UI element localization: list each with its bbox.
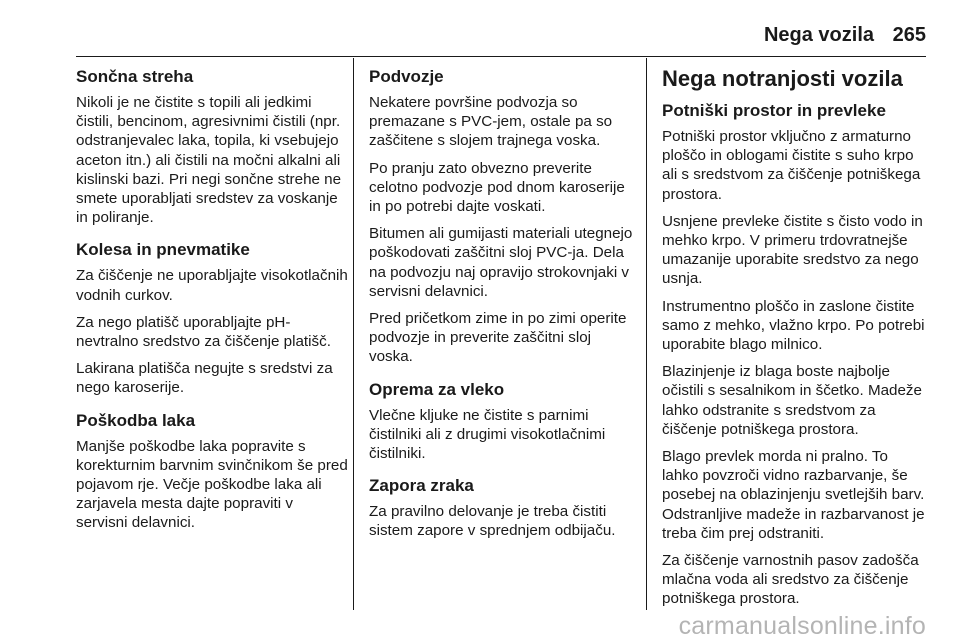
section-heading: Poškodba laka: [76, 410, 196, 430]
section-kolesa: [76, 239, 348, 397]
section-heading: Kolesa in pnevmatike: [76, 240, 250, 260]
paragraph: Bitumen ali gumijasti materiali utegnejo poškodovati zaščitni sloj PVC-ja. Dela na podvozju naj opravijo strokovnjaki v servisni delavnici.: [369, 225, 633, 300]
paragraph: Za pravilno delovanje je treba čistiti sistem zapore v sprednjem odbijaču.: [369, 503, 616, 540]
column-3: [662, 66, 928, 617]
page-number: 265: [892, 24, 926, 46]
header-rule: [76, 56, 926, 57]
paragraph: Za čiščenje varnostnih pasov zadošča mlačna voda ali sredstvo za čiščenje potniškega prostora.: [662, 552, 919, 608]
paragraph: Usnjene prevleke čistite s čisto vodo in mehko krpo. V primeru trdovratnejše umazanije uporabite sredstvo za nego usnja.: [662, 212, 923, 288]
section-poskodba-laka: [76, 410, 348, 533]
section-heading: Podvozje: [369, 67, 444, 86]
paragraph: Nekatere površine podvozja so premazane s PVC-jem, ostale pa so zaščitene s slojem trajnega voska.: [369, 94, 613, 150]
column-divider: [353, 58, 354, 610]
section-sonchna-streha: [76, 66, 348, 227]
paragraph: Vlečne kljuke ne čistite s parnimi čistilniki ali z drugimi visokotlačnimi čistilniki.: [369, 406, 606, 463]
section-zapora-zraka: [369, 475, 637, 540]
page-header: [0, 24, 960, 60]
chapter-title: Nega notranjosti vozila: [662, 66, 903, 91]
section-heading: Sončna streha: [76, 67, 194, 86]
column-1: [76, 66, 348, 545]
paragraph: Blago prevlek morda ni pralno. To lahko povzroči vidno razbarvanje, še posebej na oblazinjenju svetlejših barv. Odstranljive madeže in razbarvanost je treba čim prej odstraniti.: [662, 448, 925, 542]
column-2: [369, 66, 637, 553]
section-heading: Zapora zraka: [369, 476, 474, 496]
column-divider: [646, 58, 647, 610]
paragraph: Instrumentno ploščo in zaslone čistite samo z mehko, vlažno krpo. Po potrebi uporabite blago milnico.: [662, 297, 925, 354]
paragraph: Blazinjenje iz blaga boste najbolje očistili s sesalnikom in ščetko. Madeže lahko odstranite s sredstvom za čiščenje potniškega prostora.: [662, 363, 922, 438]
paragraph: Za čiščenje ne uporabljajte visokotlačnih vodnih curkov.: [76, 267, 348, 304]
paragraph: Nikoli je ne čistite s topili ali jedkimi čistili, bencinom, agresivnimi čistili (npr. odstranjevalec laka, topila, ki vsebujejo aceton itn.) ali čistili na močni alkalni ali kislinski bazi. Pri negi sončne strehe ne smete uporabljati sredstev za voskanje in poliranje.: [76, 94, 342, 227]
paragraph: Po pranju zato obvezno preverite celotno podvozje pod dnom karoserije in po potrebi dajte voskati.: [369, 159, 625, 216]
section-oprema-za-vleko: [369, 379, 637, 464]
paragraph: Pred pričetkom zime in po zimi operite podvozje in preverite zaščitni sloj voska.: [369, 310, 627, 366]
section-heading: Oprema za vleko: [369, 379, 505, 399]
paragraph: Manjše poškodbe laka popravite s korekturnim barvnim svinčnikom še pred pojavom rje. Večje poškodbe laka ali zarjavela mesta dajte popraviti v servisni delavnici.: [76, 437, 348, 532]
section-podvozje: [369, 66, 637, 367]
watermark: carmanualsonline.info: [678, 612, 926, 640]
subsection-heading: Potniški prostor in prevleke: [662, 101, 886, 120]
paragraph: Potniški prostor vključno z armaturno ploščo in oblogami čistite s suho krpo ali s sredstvom za čiščenje potniškega prostora.: [662, 128, 921, 203]
paragraph: Za nego platišč uporabljajte pH-nevtralno sredstvo za čiščenje platišč.: [76, 313, 331, 351]
paragraph: Lakirana platišča negujte s sredstvi za nego karoserije.: [76, 360, 333, 397]
section-title: Nega vozila: [763, 24, 874, 46]
